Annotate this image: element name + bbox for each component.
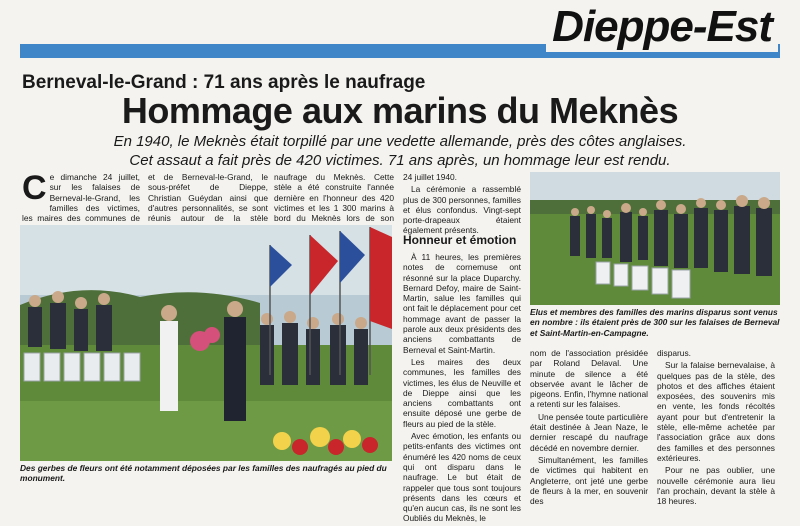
section-title: Dieppe-Est bbox=[546, 2, 778, 52]
article-column-6 bbox=[530, 348, 648, 508]
photo-caption-2: Elus et membres des familles des marins disparus sont venus en nombre : ils étaient près de 300 sur les falaises de Berneval et Saint-Martin-en-Campagne. bbox=[530, 307, 780, 338]
paragraph: Sur la falaise bernevalaise, à quelques pas de la stèle, des photos et des affiches étaient exposées, des souvenirs mis en vente, les fonds récoltés ayant pour but d'entretenir la stèle, elle-même achetée par l'association grâce aux dons des familles et des personnes extérieures. bbox=[657, 360, 775, 463]
article-column-7 bbox=[657, 348, 775, 508]
crowd-photo bbox=[530, 172, 780, 305]
article-column-4b bbox=[403, 252, 521, 526]
lede-line-1: En 1940, le Meknès était torpillé par une vedette allemande, près des côtes anglaises. bbox=[113, 133, 687, 150]
paragraph: La cérémonie a rassemblé plus de 300 personnes, familles et élus confondus. Vingt-sept porte-drapeaux étaient également présents. bbox=[403, 184, 521, 236]
paragraph: nom de l'association présidée par Roland Delaval. Une minute de silence a été observée avant le lâcher de pigeons. Enfin, l'hymne national a retenti sur les falaises. bbox=[530, 348, 648, 410]
paragraph: 24 juillet 1940. bbox=[403, 172, 458, 182]
paragraph: Pour ne pas oublier, une nouvelle cérémonie aura lieu l'an prochain, devant la stèle à 18 heures. bbox=[657, 465, 775, 507]
paragraph: Les maires des deux communes, les familles des victimes, les élus de Neuville et de Dieppe ainsi que les anciens combattants ont ensuite déposé une gerbe de fleurs au pied de la stèle. bbox=[403, 356, 521, 429]
ceremony-photo bbox=[20, 225, 392, 461]
paragraph: disparus. bbox=[657, 348, 691, 358]
article-column-2: et de Berneval-le-Grand, le sous-préfet de Dieppe, Christian Guéydan ainsi que d'autres personnalités, se sont réunis autour de la stèle bbox=[148, 172, 268, 224]
paragraph: Simultanément, les familles de victimes qui habitent en Angleterre, ont jeté une gerbe de fleurs à la mer, en souvenir des bbox=[530, 454, 648, 507]
subheading: Honneur et émotion bbox=[403, 233, 517, 247]
lede-line-2: Cet assaut a fait près de 420 victimes. 71 ans après, un hommage leur est rendu. bbox=[129, 152, 671, 169]
column-1-text: e dimanche 24 juillet, sur les falaises de Berneval-le-Grand, les familles des victimes, les maires des communes de bbox=[22, 172, 140, 224]
photo-caption-1: Des gerbes de fleurs ont été notamment déposées par les familles des naufragés au pied du monument. bbox=[20, 463, 387, 484]
paragraph: Une pensée toute particulière était destinée à Jean Naze, le dernier rescapé du naufrage décédé en novembre dernier. bbox=[530, 411, 648, 453]
paragraph: À 11 heures, les premières notes de cornemuse ont résonné sur la place Duparchy. Bernard Defoy, maire de Saint-Martin, salue les familles qui ont fait le déplacement pour cet hommage avant de passer la parole aux deux présidents des anciens combattants de Berneval et Saint-Martin. bbox=[403, 252, 521, 355]
article-column-3: naufrage du Meknès. Cette stèle a été construite l'année dernière en l'honneur des 420 victimes et les 1 300 marins à bord du Meknès lors de son bbox=[274, 172, 394, 224]
headline: Hommage aux marins du Meknès bbox=[121, 90, 679, 131]
article-column-4 bbox=[403, 172, 521, 238]
drop-cap: C bbox=[22, 169, 47, 207]
kicker: Berneval-le-Grand : 71 ans après le naufrage bbox=[22, 72, 426, 93]
paragraph: Avec émotion, les enfants ou petits-enfants des victimes ont énuméré les 420 noms de ceux qui ont disparu dans le naufrage. Le but était de rappeler que tous sont toujours présents dans les cœurs et qu'en aucun cas, ils ne sont les Oubliés du Meknès, le bbox=[403, 431, 521, 524]
